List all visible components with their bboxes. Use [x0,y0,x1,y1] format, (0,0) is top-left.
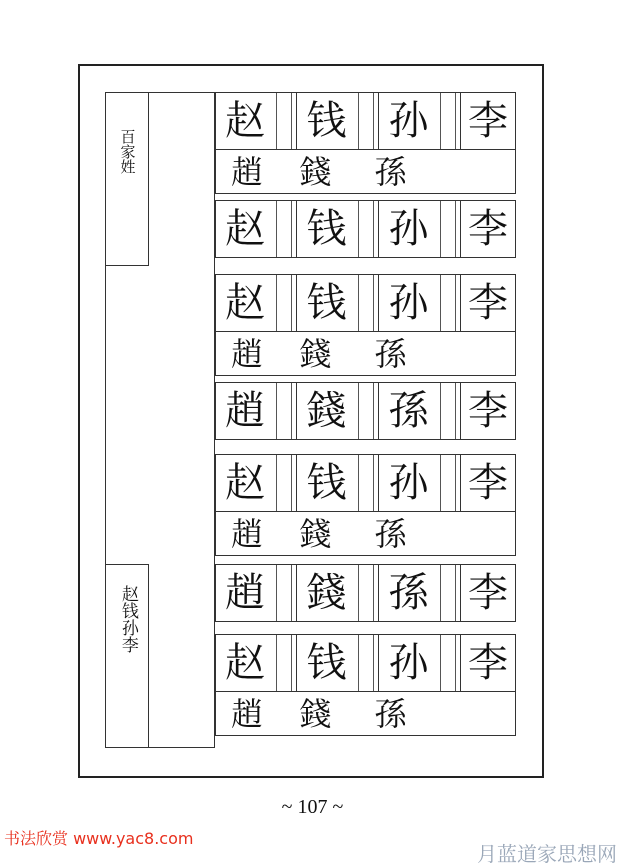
cell-gap [358,635,374,691]
cell-gap [440,565,456,621]
cell-gap [440,201,456,257]
char-cell [215,454,297,512]
trad-row [215,692,516,736]
char-glyph: 赵 [225,460,265,506]
char-cell [297,564,379,622]
char-glyph: 趙 [225,570,265,616]
char-cell [215,634,297,692]
sidebar-tab-top [105,92,149,266]
cell-gap [358,201,374,257]
char-glyph: 赵 [225,280,265,326]
cell-gap [440,93,456,149]
cell-gap [358,383,374,439]
char-cell [461,564,516,622]
cell-gap [276,635,292,691]
char-glyph: 钱 [306,460,347,506]
char-glyph: 李 [468,388,508,434]
char-cell [461,92,516,150]
char-cell [379,564,461,622]
char-row [215,634,516,692]
char-cell [379,92,461,150]
char-glyph: 孙 [388,98,429,144]
cell-gap [358,93,374,149]
char-cell [297,274,379,332]
char-glyph: 李 [468,640,508,686]
watermark-left: 书法欣赏 www.yac8.com [4,829,194,848]
trad-glyph: 趙 [230,152,263,191]
char-cell [297,454,379,512]
char-glyph: 孙 [388,280,429,326]
cell-gap [276,201,292,257]
char-cell [379,454,461,512]
char-glyph: 赵 [225,206,265,252]
char-row [215,382,516,440]
trad-glyph: 趙 [230,514,263,553]
cell-gap [276,383,292,439]
char-glyph: 孙 [388,206,429,252]
char-glyph: 李 [468,206,508,252]
page-number: ~ 107 ~ [281,796,344,818]
trad-glyph: 孫 [374,514,407,553]
char-glyph: 孫 [388,388,429,434]
char-cell [461,200,516,258]
trad-row [215,512,516,556]
char-glyph: 錢 [306,570,347,616]
char-cell [215,564,297,622]
char-cell [297,634,379,692]
char-cell [215,92,297,150]
trad-row [215,332,516,376]
trad-glyph: 孫 [374,334,407,373]
char-glyph: 李 [468,280,508,326]
cell-gap [440,383,456,439]
sidebar-top-label: 百家姓 [118,129,137,174]
watermark-right: 月蓝道家思想网 [477,842,617,866]
char-glyph: 钱 [306,280,347,326]
char-row [215,92,516,150]
char-glyph: 李 [468,570,508,616]
trad-glyph: 趙 [230,694,263,733]
char-cell [461,274,516,332]
char-glyph: 赵 [225,640,265,686]
char-glyph: 孫 [388,570,429,616]
cell-gap [358,275,374,331]
cell-gap [276,455,292,511]
trad-glyph: 錢 [299,694,332,733]
sidebar-bottom-label: 赵钱孙李 [117,585,138,653]
char-row [215,200,516,258]
char-cell [297,92,379,150]
char-glyph: 李 [468,460,508,506]
trad-glyph: 錢 [299,152,332,191]
char-glyph: 钱 [306,206,347,252]
char-glyph: 李 [468,98,508,144]
cell-gap [276,275,292,331]
char-cell [215,274,297,332]
cell-gap [358,565,374,621]
cell-gap [358,455,374,511]
cell-gap [440,275,456,331]
char-glyph: 趙 [225,388,265,434]
char-row [215,274,516,332]
trad-glyph: 錢 [299,334,332,373]
char-cell [461,634,516,692]
char-row [215,564,516,622]
trad-glyph: 孫 [374,152,407,191]
char-glyph: 孙 [388,460,429,506]
char-glyph: 赵 [225,98,265,144]
char-glyph: 孙 [388,640,429,686]
char-cell [461,382,516,440]
char-row [215,454,516,512]
cell-gap [440,455,456,511]
trad-glyph: 錢 [299,514,332,553]
char-glyph: 钱 [306,98,347,144]
char-cell [215,200,297,258]
char-glyph: 錢 [306,388,347,434]
cell-gap [440,635,456,691]
char-cell [297,200,379,258]
sidebar-tab-bottom [105,564,149,748]
char-cell [379,382,461,440]
char-glyph: 钱 [306,640,347,686]
char-cell [379,274,461,332]
cell-gap [276,93,292,149]
char-cell [379,200,461,258]
trad-row [215,150,516,194]
char-cell [461,454,516,512]
trad-glyph: 孫 [374,694,407,733]
cell-gap [276,565,292,621]
trad-glyph: 趙 [230,334,263,373]
char-cell [215,382,297,440]
char-cell [379,634,461,692]
char-cell [297,382,379,440]
